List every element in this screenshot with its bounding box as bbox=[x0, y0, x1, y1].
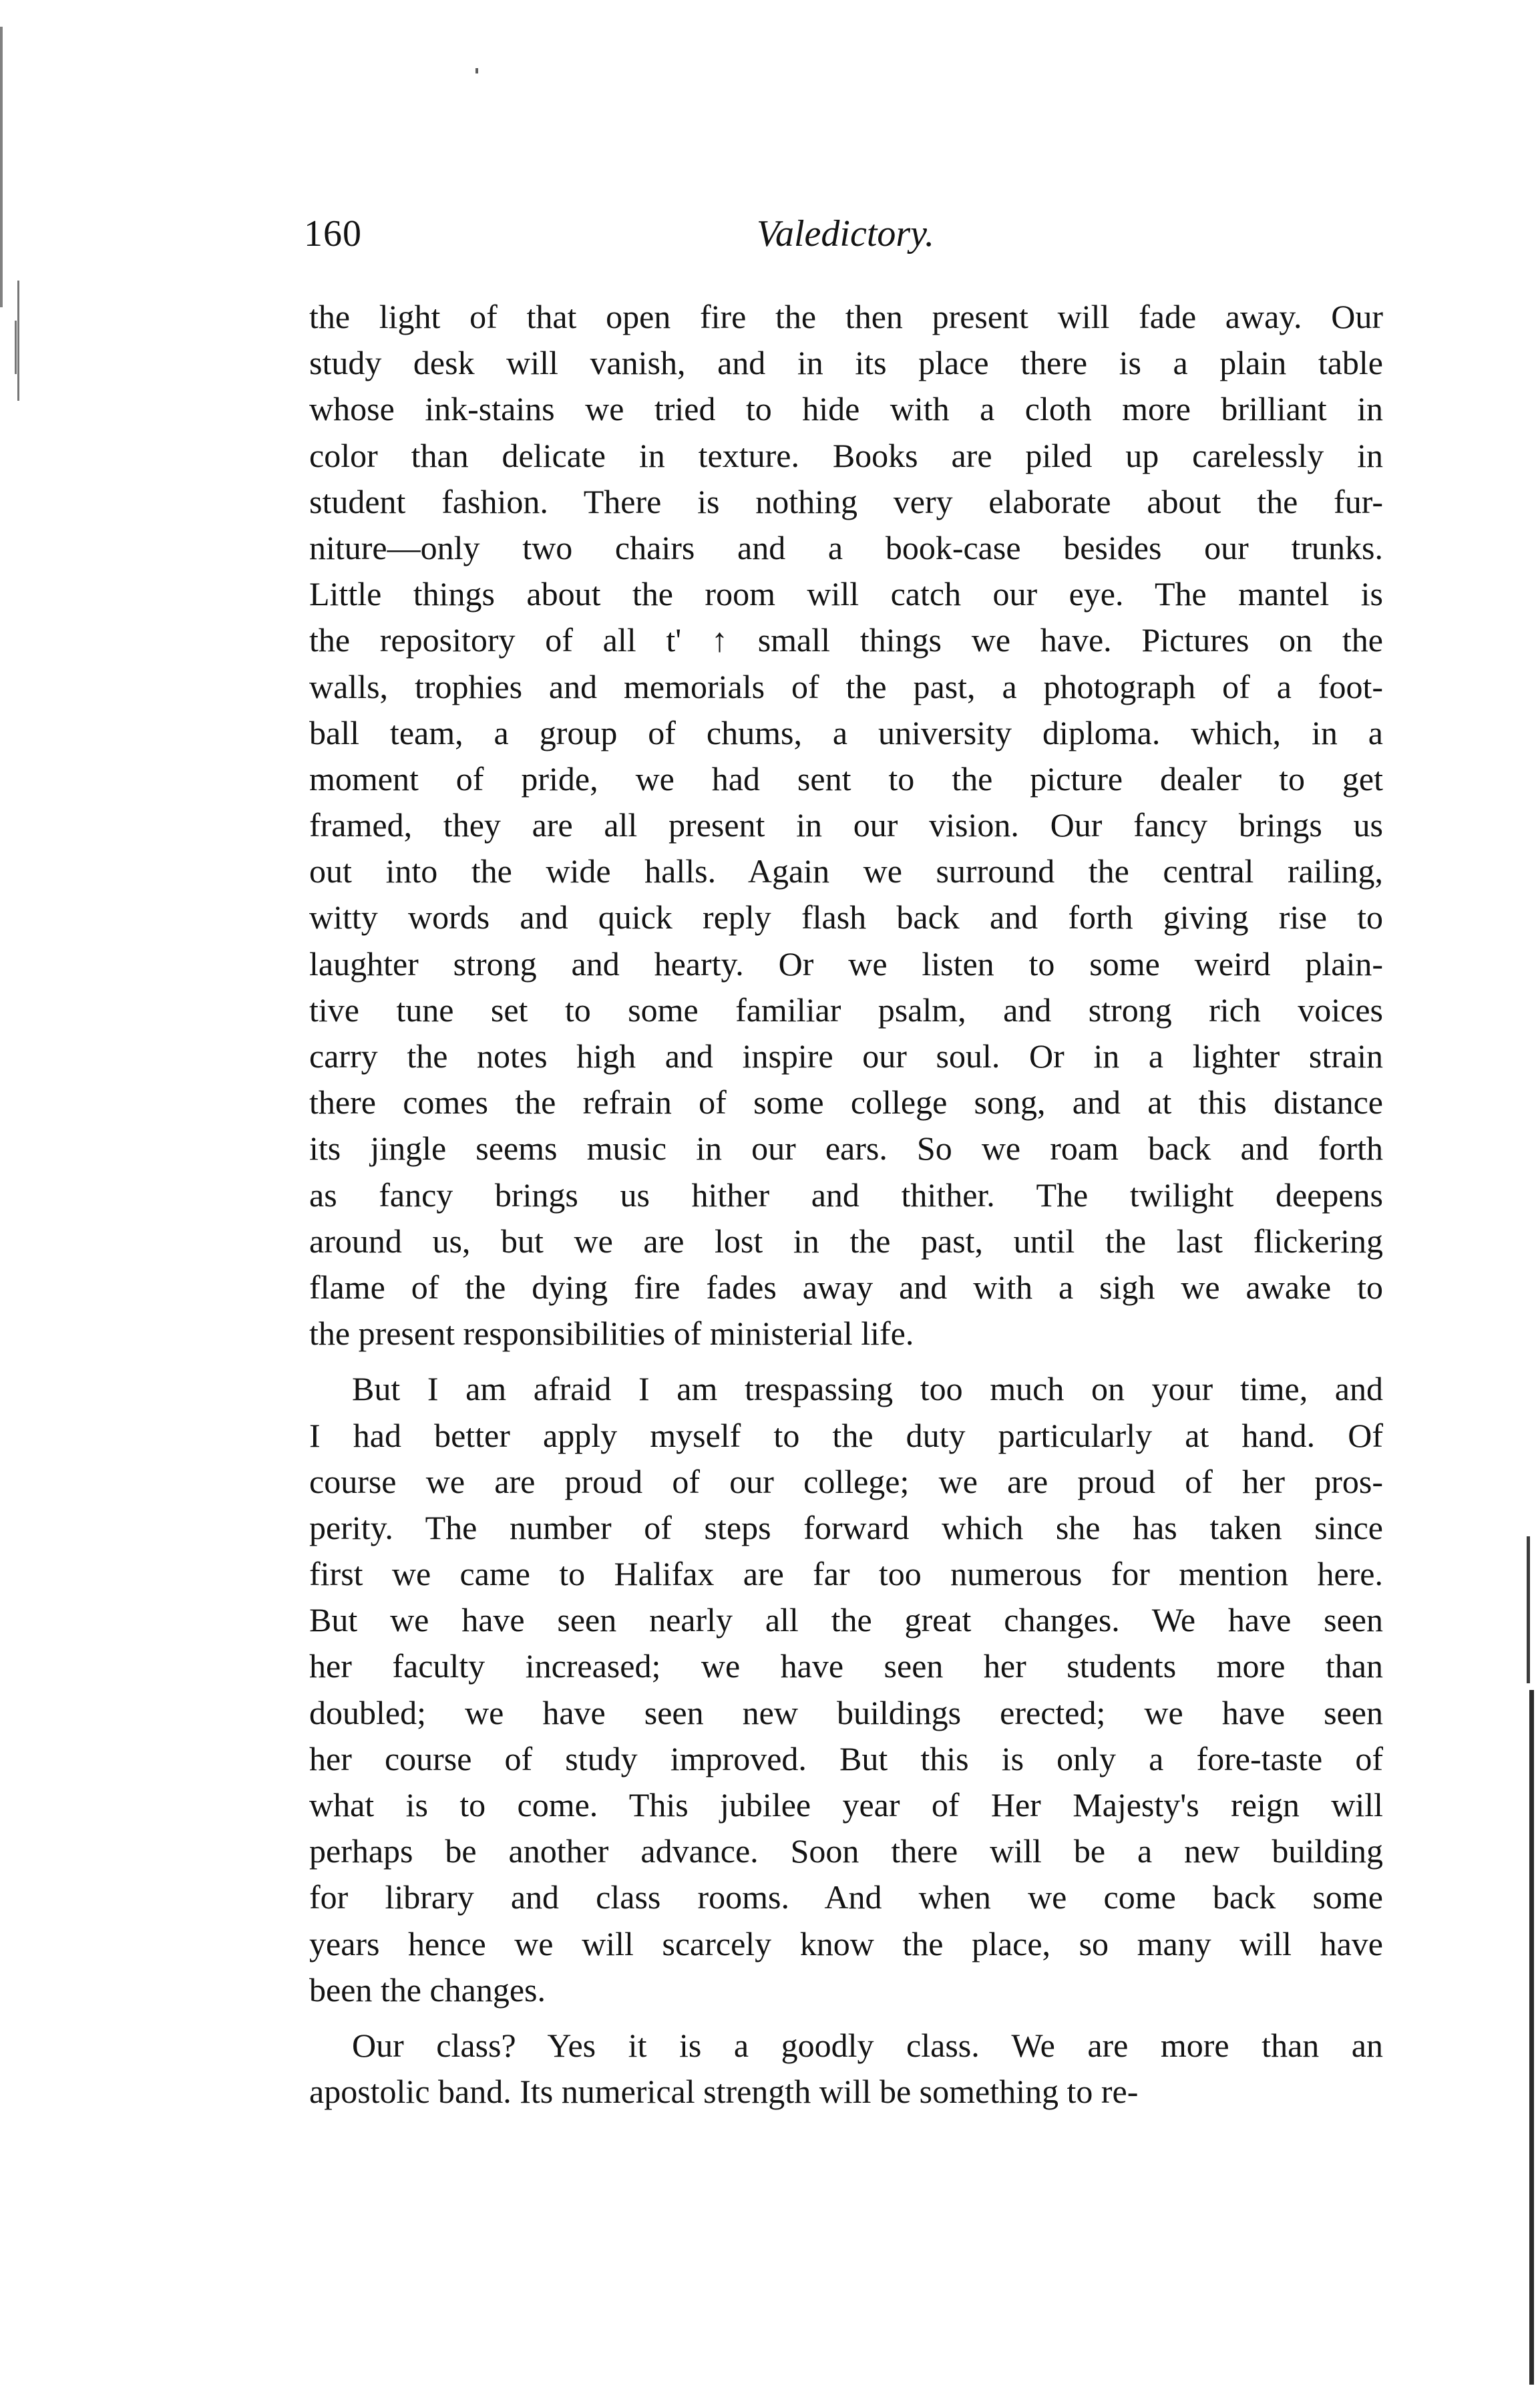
text-line: ball team, a group of chums, a university diploma. which, in a bbox=[309, 713, 1383, 751]
text-line: But I am afraid I am trespassing too much on your time, and bbox=[352, 1370, 1383, 1408]
running-title: Valedictory. bbox=[757, 213, 934, 254]
text-line: course we are proud of our college; we are proud of her pros- bbox=[309, 1462, 1383, 1500]
text-line: perity. The number of steps forward which she has taken since bbox=[309, 1508, 1383, 1546]
text-line: whose ink-stains we tried to hide with a cloth more brilliant in bbox=[309, 390, 1383, 428]
scan-speck bbox=[475, 68, 478, 73]
text-line: walls, trophies and memorials of the past, a photograph of a foot- bbox=[309, 667, 1383, 705]
scan-edge-mark bbox=[15, 321, 17, 374]
text-line: for library and class rooms. And when we come back some bbox=[309, 1878, 1383, 1916]
text-line: Little things about the room will catch our eye. The mantel is bbox=[309, 575, 1383, 613]
text-line: as fancy brings us hither and thither. The twilight deepens bbox=[309, 1176, 1383, 1214]
text-line: laughter strong and hearty. Or we listen to some weird plain- bbox=[309, 945, 1383, 983]
text-line: been the changes. bbox=[309, 1971, 546, 2009]
text-line: apostolic band. Its numerical strength will be something to re- bbox=[309, 2073, 1139, 2111]
text-line: what is to come. This jubilee year of Her Majesty's reign will bbox=[309, 1786, 1383, 1824]
text-line: framed, they are all present in our vision. Our fancy brings us bbox=[309, 806, 1383, 844]
scan-edge-mark bbox=[0, 27, 3, 307]
paragraph bbox=[309, 1366, 1383, 2013]
text-line: carry the notes high and inspire our soul. Or in a lighter strain bbox=[309, 1037, 1383, 1075]
page-number: 160 bbox=[304, 213, 362, 254]
text-line: witty words and quick reply flash back and forth giving rise to bbox=[309, 898, 1383, 936]
paragraph-gap bbox=[309, 1357, 1383, 1366]
text-line: first we came to Halifax are far too numerous for mention here. bbox=[309, 1555, 1383, 1593]
text-line: the present responsibilities of ministerial life. bbox=[309, 1315, 914, 1353]
text-line: flame of the dying fire fades away and with a sigh we awake to bbox=[309, 1268, 1383, 1306]
text-line: But we have seen nearly all the great changes. We have seen bbox=[309, 1601, 1383, 1639]
scan-edge-mark bbox=[17, 281, 19, 401]
text-line: there comes the refrain of some college song, and at this distance bbox=[309, 1083, 1383, 1122]
text-line: study desk will vanish, and in its place there is a plain table bbox=[309, 344, 1383, 382]
text-line: doubled; we have seen new buildings erected; we have seen bbox=[309, 1693, 1383, 1731]
body-text bbox=[309, 294, 1383, 2115]
paragraph bbox=[309, 294, 1383, 1357]
text-line: moment of pride, we had sent to the picture dealer to get bbox=[309, 759, 1383, 798]
text-line: the repository of all t' ↑ small things we have. Pictures on the bbox=[309, 621, 1383, 659]
text-line: the light of that open fire the then present will fade away. Our bbox=[309, 298, 1383, 335]
scan-edge-mark bbox=[1527, 1536, 1530, 1683]
page-header bbox=[304, 212, 1386, 266]
text-line: perhaps be another advance. Soon there will be a new building bbox=[309, 1832, 1383, 1870]
text-line: color than delicate in texture. Books are piled up carelessly in bbox=[309, 436, 1383, 474]
text-line: around us, but we are lost in the past, until the last flickering bbox=[309, 1222, 1383, 1260]
text-line: her faculty increased; we have seen her students more than bbox=[309, 1647, 1383, 1685]
text-line: I had better apply myself to the duty particularly at hand. Of bbox=[309, 1416, 1383, 1454]
text-line: tive tune set to some familiar psalm, and strong rich voices bbox=[309, 991, 1383, 1029]
paragraph-gap bbox=[309, 2013, 1383, 2023]
text-line: niture—only two chairs and a book-case besides our trunks. bbox=[309, 528, 1383, 566]
text-line: Our class? Yes it is a goodly class. We are more than an bbox=[352, 2026, 1383, 2064]
text-line: her course of study improved. But this is only a fore-taste of bbox=[309, 1739, 1383, 1777]
text-line: years hence we will scarcely know the place, so many will have bbox=[309, 1924, 1383, 1962]
scan-edge-mark bbox=[1529, 1690, 1534, 2385]
text-line: student fashion. There is nothing very elaborate about the fur- bbox=[309, 482, 1383, 520]
text-line: its jingle seems music in our ears. So we roam back and forth bbox=[309, 1130, 1383, 1168]
paragraph bbox=[309, 2023, 1383, 2115]
text-line: out into the wide halls. Again we surround the central railing, bbox=[309, 852, 1383, 890]
